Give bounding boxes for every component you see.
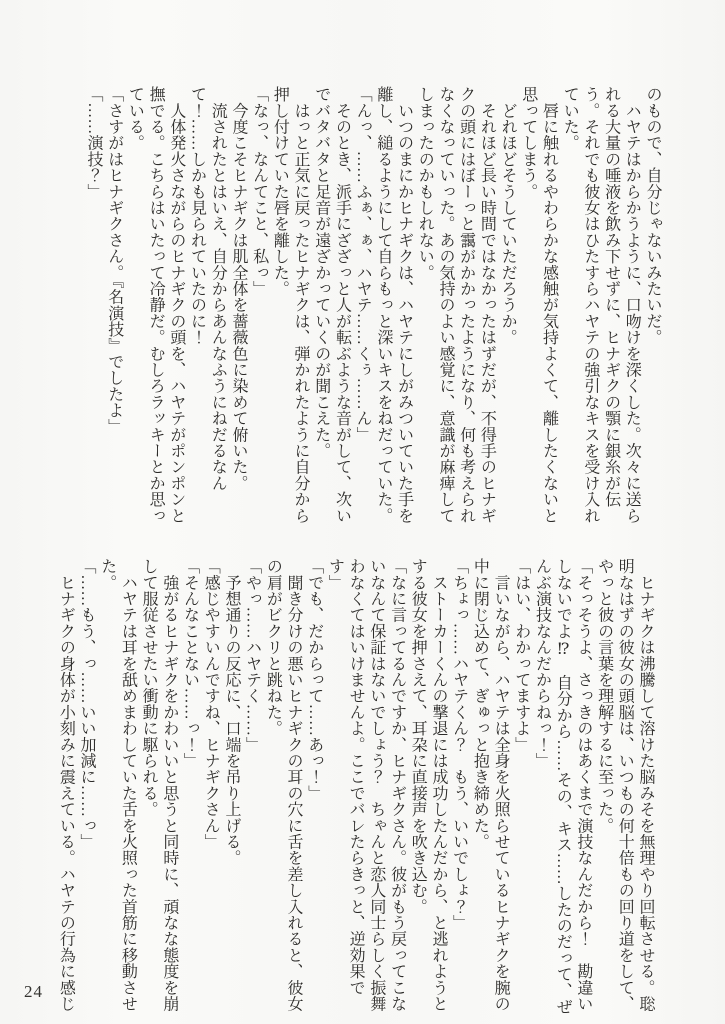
paragraph: それほど長い時間ではなかったはずだが、不得手のヒナギクの頭にはぼーっと靄がかかったようになり、何も考えられなくなっていった。あの気持のよい感覚に、意識が麻痺してしまったのかもしれない。 (416, 86, 496, 524)
paragraph: 「さすがはヒナギクさん。『名演技』でしたよ」 (105, 86, 123, 435)
paragraph: 「なに言ってるんですか、ヒナギクさん。彼がもう戻ってこないなんて保証はないでしょう？ ちゃんと恋人同士らしく振舞わなくてはいけませんよ。ここでバレたらきっと、逆効果です」 (326, 558, 406, 1012)
paragraph: 予想通りの反応に、口端を吊り上げる。 (222, 558, 240, 866)
paragraph: 「はい、わかってますよ」 (512, 558, 530, 753)
paragraph: 「そっそうよ、さっきのはあくまで演技なんだから！ 勘違いしないでよ⁉ 自分から……その、キス……したのだって、ぜんぶ演技なんだからねっ！」 (533, 558, 592, 1015)
top-text-block (82, 86, 662, 538)
paragraph: 「なっ、なんてこと、私っ」 (250, 86, 268, 297)
paragraph: 人体発火さながらのヒナギクの頭を、ハヤテがポンポンと撫でる。こちらはいたって冷静だ。むしろラッキーとか思っている。 (126, 86, 185, 524)
paragraph: ハヤテは耳を舐めまわしていた舌を火照った首筋に移動させた。 (98, 558, 137, 1012)
paragraph: ストーカーくんの撃退には成功したんだから、と逃れようとする彼女を押さえて、耳朶に直接声を吹き込む。 (409, 558, 447, 1012)
paragraph: 言いながら、ハヤテは全身を火照らせているヒナギクを腕の中に閉じ込めて、ぎゅっと抱き締めた。 (471, 558, 510, 1012)
paragraph: 「でも、だからって……あっ！」 (305, 558, 323, 801)
paragraph: 「やっ……ハヤテく……」 (243, 558, 261, 753)
paragraph: 唇に触れるやわらかな感触が気持よくて、離したくないと思ってしまう。 (519, 86, 558, 524)
paragraph: 強がるヒナギクをかわいいと思うと同時に、頑なな態度を崩して服従させたい衝動に駆られる。 (140, 558, 178, 1012)
paragraph: いつのまにかヒナギクは、ハヤテにしがみついていた手を離し、縋るようにして自らもっと深いキスをねだっていた。 (374, 86, 413, 524)
bottom-text-block (55, 558, 655, 1016)
paragraph: 流されたとはいえ、自分からあんなふうにねだるなんて！……しかも見られていたのに！ (188, 86, 227, 491)
paragraph: 今度こそヒナギクは肌全体を薔薇色に染めて俯いた。 (229, 86, 247, 491)
paragraph: 「んっ、……ふぁ、ぁ、ハヤテ……くぅ……ん」 (354, 86, 372, 443)
paragraph: 「ちょっ……ハヤテくん？ もう、いいでしょ？」 (450, 558, 468, 931)
paragraph: 聞き分けの悪いヒナギクの耳の穴に舌を差し入れると、彼女の肩がビクリと跳ねた。 (264, 558, 303, 1012)
paragraph: はっと正気に戻ったヒナギクは、弾かれたように自分から押し付けていた唇を離した。 (271, 86, 310, 524)
paragraph: ヒナギクは沸騰して溶けた脳みそを無理やり回転させる。聡明なはずの彼女の頭脳は、いつもの何十倍もの回り道をして、やっと彼の言葉を理解するに至った。 (595, 558, 654, 1012)
paragraph: どれほどそうしていただろうか。 (499, 86, 517, 346)
paragraph: のもので、自分じゃないみたいだ。 (644, 86, 661, 346)
paragraph: ハヤテはからかうように、口吻けを深くした。次々に送られる大量の唾液を飲み下せずに、ヒナギクの顎に銀糸が伝う。それでも彼女はひたすらハヤテの強引なキスを受け入れていた。 (561, 86, 641, 524)
paragraph: 「……演技？」 (85, 86, 103, 200)
paragraph: 「感じやすいんですね、ヒナギクさん」 (202, 558, 220, 850)
paragraph: 「そんなことない……っ！」 (181, 558, 199, 769)
paragraph: 「……もう、っ……いい加減に……っ」 (78, 558, 96, 850)
paragraph: そのとき、派手にざざっと人が転ぶような音がして、次いでバタバタと足音が遠ざかっていくのが聞こえた。 (312, 86, 351, 524)
page-number: 24 (24, 982, 43, 1001)
paragraph: ヒナギクの身体が小刻みに震えている。ハヤテの行為に感じ (57, 558, 75, 1012)
